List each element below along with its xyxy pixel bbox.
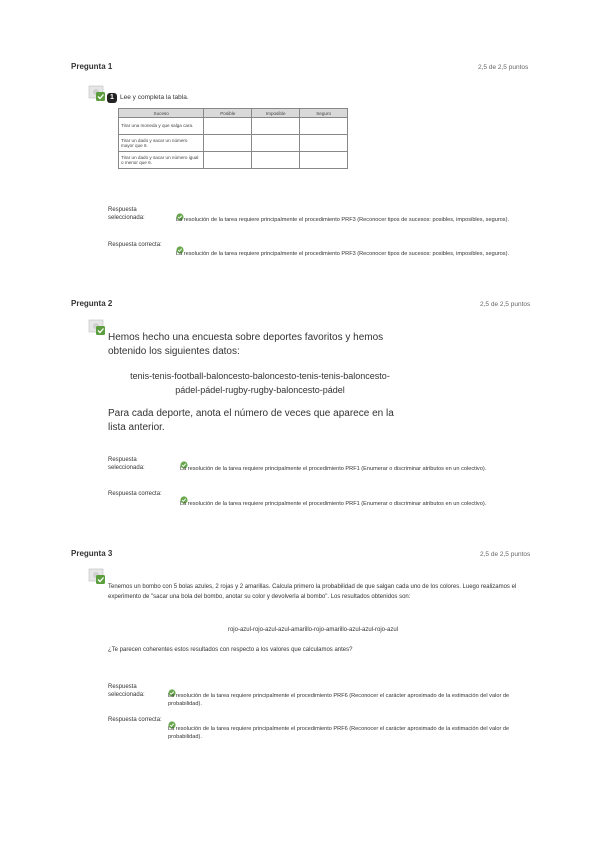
question-2-task: Para cada deporte, anota el número de veces que aparece en la lista anterior.: [108, 408, 394, 433]
table-cell: [204, 135, 252, 152]
table-cell: [252, 135, 300, 152]
selected-answer-text: La resolución de la tarea requiere principalmente el procedimiento PRF3 (Reconocer tipos de sucesos: posibles, imposibles, seguros).: [176, 217, 510, 223]
question-2-intro: Hemos hecho una encuesta sobre deportes favoritos y hemos obtenido los siguientes datos:: [108, 332, 384, 357]
table-row: [119, 118, 348, 135]
check-circle-icon: [176, 208, 184, 216]
table-cell: Tirar un dado y sacar un número igual o menor que 6.: [119, 152, 204, 169]
selected-answer-label: Respuesta seleccionada:: [108, 207, 145, 221]
table-cell: [204, 152, 252, 169]
table-header: Seguro: [300, 109, 348, 118]
selected-answer-label: Respuesta seleccionada:: [108, 684, 145, 698]
correct-answer-label: Respuesta correcta:: [108, 717, 162, 723]
check-circle-icon: [176, 241, 184, 249]
table-cell: [300, 152, 348, 169]
correct-answer-text: La resolución de la tarea requiere principalmente el procedimiento PRF6 (Reconocer el carácter aproximado de la estimación del valor de probabilidad).: [168, 726, 510, 740]
correct-answer-label: Respuesta correcta:: [108, 242, 162, 248]
table-cell: Tirar una moneda y que salga cara.: [119, 118, 204, 135]
question-3-title: Pregunta 3: [71, 549, 113, 558]
table-row: [119, 152, 348, 169]
question-1-points: 2,5 de 2,5 puntos: [478, 64, 529, 71]
selected-answer-text: La resolución de la tarea requiere principalmente el procedimiento PRF6 (Reconocer el carácter aproximado de la estimación del valor de probabilidad).: [168, 693, 510, 707]
question-1-instruction: Lee y completa la tabla.: [120, 94, 189, 101]
check-circle-icon: [168, 716, 176, 724]
selected-answer-text: La resolución de la tarea requiere principalmente el procedimiento PRF1 (Enumerar o discriminar atributos en un colectivo).: [180, 466, 487, 472]
sports-sequence-line-1: tenis-tenis-football-baloncesto-baloncesto-tenis-tenis-baloncesto-: [130, 371, 390, 381]
table-cell: [300, 118, 348, 135]
table-header: Posible: [204, 109, 252, 118]
graded-question-icon: [88, 319, 110, 337]
table-cell: Tirar un dado y sacar un número mayor que 6.: [119, 135, 204, 152]
table-header: Imposible: [252, 109, 300, 118]
correct-answer-label: Respuesta correcta:: [108, 491, 162, 497]
events-table: [118, 108, 348, 169]
correct-answer-text: La resolución de la tarea requiere principalmente el procedimiento PRF1 (Enumerar o discriminar atributos en un colectivo).: [180, 501, 487, 507]
question-2-title: Pregunta 2: [71, 299, 113, 308]
correct-answer-text: La resolución de la tarea requiere principalmente el procedimiento PRF3 (Reconocer tipos de sucesos: posibles, imposibles, seguros).: [176, 251, 510, 257]
table-cell: [252, 152, 300, 169]
question-3-intro: Tenemos un bombo con 5 bolas azules, 2 rojas y 2 amarillas. Calcula primero la probabilidad de que salgan cada uno de los colores. Luego realizamos el experimento de "sacar una bola del bombo, anotar su color y devolverla al bombo". Los resultados obtenidos son:: [108, 584, 517, 600]
selected-answer-label: Respuesta seleccionada:: [108, 457, 145, 471]
table-cell: [204, 118, 252, 135]
sports-sequence-line-2: pádel-pádel-rugby-rugby-baloncesto-pádel: [175, 385, 345, 395]
colors-sequence: rojo-azul-rojo-azul-azul-amarillo-rojo-amarillo-azul-azul-rojo-azul: [227, 627, 399, 633]
question-1-title: Pregunta 1: [71, 62, 113, 71]
exercise-number-badge: 1: [107, 93, 117, 103]
table-row: [119, 135, 348, 152]
check-circle-icon: [180, 491, 188, 499]
table-cell: [300, 135, 348, 152]
table-header: Suceso: [119, 109, 204, 118]
question-3-question: ¿Te parecen coherentes estos resultados con respecto a los valores que calculamos antes?: [108, 647, 353, 653]
table-cell: [252, 118, 300, 135]
question-2-points: 2,5 de 2,5 puntos: [480, 301, 531, 308]
check-circle-icon: [168, 684, 176, 692]
graded-question-icon: [88, 568, 110, 586]
question-3-points: 2,5 de 2,5 puntos: [480, 551, 531, 558]
check-circle-icon: [180, 456, 188, 464]
